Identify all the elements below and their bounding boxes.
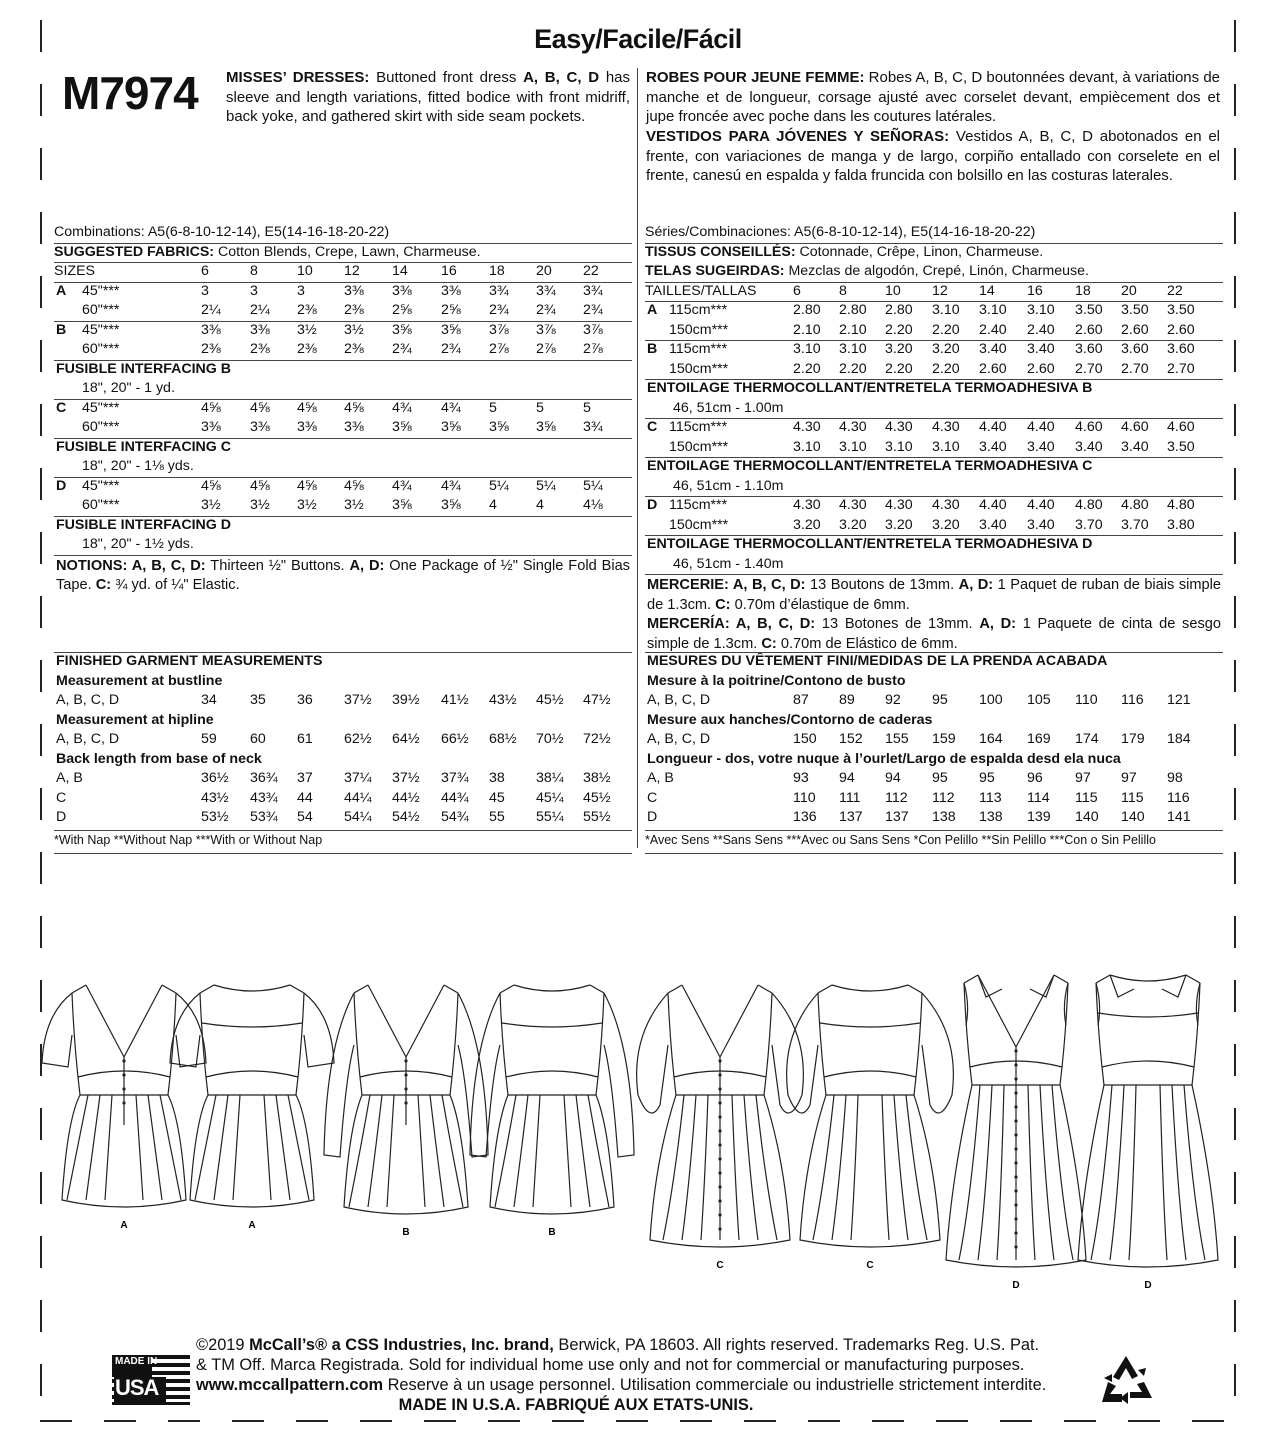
pattern-number: M7974 — [62, 67, 198, 119]
cut-dash — [40, 660, 42, 692]
cut-dash — [296, 1420, 328, 1422]
cut-dash — [1234, 468, 1236, 500]
cut-dash — [360, 1420, 392, 1422]
yardage-row: B 45"*** 3⅜ 3⅜ 3½ 3½ 3⅝ 3⅝ 3⅞ 3⅞ 3⅞ — [56, 321, 603, 338]
measurement-row: A, B, C, D 150 152 155 159 164 169 174 179 184 — [647, 731, 1191, 747]
yardage-row: D 45"*** 4⅝ 4⅝ 4⅝ 4⅝ 4¾ 4¾ 5¼ 5¼ 5¼ — [56, 477, 603, 494]
table-rule — [645, 853, 1223, 854]
yardage-row: 18", 20" - 1½ yds. — [82, 536, 194, 552]
dress-view-5 — [637, 985, 804, 1271]
cut-dash — [40, 276, 42, 308]
interfacing-heading: ENTOILAGE THERMOCOLLANT/ENTRETELA TERMOADHESIVA D — [647, 536, 1093, 552]
cut-dash — [1234, 788, 1236, 820]
yardage-row: 46, 51cm - 1.00m — [673, 399, 784, 416]
interfacing-heading: ENTOILAGE THERMOCOLLANT/ENTRETELA TERMOADHESIVA B — [647, 380, 1093, 396]
nap-legend: *Avec Sens **Sans Sens ***Avec ou Sans Sens *Con Pelillo **Sin Pelillo ***Con o Sin Pelillo — [645, 832, 1156, 847]
cut-dash — [1234, 1300, 1236, 1332]
cut-dash — [616, 1420, 648, 1422]
cut-dash — [1234, 340, 1236, 372]
cut-dash — [40, 916, 42, 948]
yardage-row: 150cm*** 3.10 3.10 3.10 3.10 3.40 3.40 3.40 3.40 3.50 — [669, 438, 1195, 455]
cut-dash — [40, 724, 42, 756]
cut-dash — [40, 1300, 42, 1332]
cut-dash — [232, 1420, 264, 1422]
mercerie-fr: MERCERIE: A, B, C, D: 13 Boutons de 13mm. A, D: 1 Paquet de ruban de biais simple de 1.3cm. C: 0.70m d’élastique de 6mm. — [647, 577, 1221, 613]
interfacing-heading: FUSIBLE INTERFACING D — [56, 516, 231, 533]
usa-text: USA — [115, 1375, 159, 1400]
interfacing-heading: ENTOILAGE THERMOCOLLANT/ENTRETELA TERMOADHESIVA C — [647, 458, 1093, 474]
cut-dash — [1128, 1420, 1160, 1422]
yardage-row: A 45"*** 3 3 3 3⅜ 3⅜ 3⅜ 3¾ 3¾ 3¾ — [56, 282, 603, 299]
cut-dash — [40, 148, 42, 180]
measurement-heading: Longueur - dos, votre nuque à l’ourlet/Largo de espalda desd ela nuca — [647, 750, 1121, 767]
cut-dash — [1234, 404, 1236, 436]
measurement-row: A, B 36½ 36¾ 37 37¼ 37½ 37¾ 38 38¼ 38½ — [56, 770, 611, 786]
yardage-row: 46, 51cm - 1.40m — [673, 555, 784, 572]
view-label: C — [716, 1260, 724, 1271]
notions: NOTIONS: A, B, C, D: Thirteen ½" Buttons. A, D: One Package of ½" Single Fold Bias Tape. C: ¾ yd. of ¼" Elastic. — [56, 557, 630, 593]
cut-dash — [552, 1420, 584, 1422]
dress-illustrations — [40, 955, 1240, 1291]
cut-dash — [1234, 724, 1236, 756]
yardage-row: C 45"*** 4⅝ 4⅝ 4⅝ 4⅝ 4¾ 4¾ 5 5 5 — [56, 399, 591, 416]
copyright-footer: ©2019 McCall’s® a CSS Industries, Inc. brand, Berwick, PA 18603. All rights reserved. Trademarks Reg. U.S. Pat. & TM Off. Marca Registrada. Sold for individual home use only and not for commercial or manufacturing purposes. www.mccallpattern.com Reserve à un usage personnel. Utilisation commerciale ou industrielle strictement interdite. MADE IN U.S.A. FABRIQUÉ AUX ETATS-UNIS. — [196, 1336, 1047, 1414]
measurement-row: A, B, C, D 34 35 36 37½ 39½ 41½ 43½ 45½ 47½ — [56, 692, 611, 708]
interfacing-heading: FUSIBLE INTERFACING C — [56, 438, 231, 455]
cut-dash — [40, 340, 42, 372]
cut-dash — [104, 1420, 136, 1422]
view-label: B — [402, 1227, 410, 1238]
yardage-row: 150cm*** 2.20 2.20 2.20 2.20 2.60 2.60 2.70 2.70 2.70 — [669, 360, 1195, 377]
recycle-icon — [1098, 1352, 1154, 1413]
cut-dash — [488, 1420, 520, 1422]
view-label: D — [1012, 1280, 1020, 1291]
measurement-row: D 136 137 137 138 138 139 140 140 141 — [647, 809, 1191, 825]
nap-legend: *With Nap **Without Nap ***With or Without Nap — [54, 832, 323, 847]
sizes-header: SIZES 6 8 10 12 14 16 18 20 22 — [54, 263, 599, 279]
dress-view-6 — [787, 985, 954, 1271]
combinations: Séries/Combinaciones: A5(6-8-10-12-14), E5(14-16-18-20-22) — [645, 224, 1036, 240]
page-title: Easy/Facile/Fácil — [534, 24, 742, 54]
suggested-fabrics-es: TELAS SUGEIRDAS: Mezclas de algodón, Crepé, Linón, Charmeuse. — [645, 263, 1089, 279]
measurement-row: A, B, C, D 87 89 92 95 100 105 110 116 121 — [647, 692, 1191, 708]
view-label: B — [548, 1227, 556, 1238]
measurement-heading: Measurement at hipline — [56, 711, 214, 728]
cut-dash — [1192, 1420, 1224, 1422]
cut-dash — [1064, 1420, 1096, 1422]
yardage-row: 60"*** 3⅜ 3⅜ 3⅜ 3⅜ 3⅝ 3⅝ 3⅝ 3⅝ 3¾ — [82, 419, 603, 435]
finished-measurements-heading: MESURES DU VÊTEMENT FINI/MEDIDAS DE LA PRENDA ACABADA — [647, 653, 1108, 669]
cut-dash — [40, 1364, 42, 1396]
cut-dash — [1234, 532, 1236, 564]
dress-view-3 — [324, 985, 488, 1238]
cut-dash — [1234, 852, 1236, 884]
cut-dash — [808, 1420, 840, 1422]
sizes-header: TAILLES/TALLAS 6 8 10 12 14 16 18 20 22 — [645, 282, 1183, 299]
table-rule — [54, 853, 632, 854]
cut-dash — [872, 1420, 904, 1422]
suggested-fabrics-fr: TISSUS CONSEILLÉS: Cotonnade, Crêpe, Linon, Charmeuse. — [645, 243, 1044, 260]
dress-view-7 — [946, 975, 1086, 1291]
cut-dash — [168, 1420, 200, 1422]
merceria-es: MERCERÍA: A, B, C, D: 13 Botones de 13mm. A, D: 1 Paquete de cinta de sesgo simple de 1.3cm. C: 0.70m de Elástico de 6mm. — [647, 616, 1221, 652]
cut-dash — [1234, 212, 1236, 244]
yardage-row: 60"*** 3½ 3½ 3½ 3½ 3⅝ 3⅝ 4 4 4⅛ — [82, 497, 603, 513]
dress-illustration-svg — [40, 955, 1240, 1291]
yardage-row: B 115cm*** 3.10 3.10 3.20 3.20 3.40 3.40 3.60 3.60 3.60 — [647, 341, 1195, 357]
table-rule — [645, 574, 1223, 575]
yardage-row: D 115cm*** 4.30 4.30 4.30 4.30 4.40 4.40 4.80 4.80 4.80 — [647, 497, 1195, 513]
measurement-row: D 53½ 53¾ 54 54¼ 54½ 54¾ 55 55¼ 55½ — [56, 809, 611, 825]
yardage-row: 18", 20" - 1⅛ yds. — [82, 458, 194, 474]
cut-dash — [1234, 84, 1236, 116]
cut-dash — [40, 788, 42, 820]
yardage-row: 60"*** 2¼ 2¼ 2⅜ 2⅜ 2⅝ 2⅝ 2¾ 2¾ 2¾ — [82, 302, 603, 318]
view-label: A — [248, 1220, 256, 1231]
measurement-heading: Mesure aux hanches/Contorno de caderas — [647, 711, 933, 728]
measurement-row: A, B 93 94 94 95 95 96 97 97 98 — [647, 770, 1183, 786]
yardage-row: 150cm*** 2.10 2.10 2.20 2.20 2.40 2.40 2.60 2.60 2.60 — [669, 321, 1195, 338]
made-in-text: MADE IN — [115, 1356, 158, 1367]
dress-view-2 — [170, 985, 334, 1231]
cut-dash — [1234, 1364, 1236, 1396]
view-label: D — [1144, 1280, 1152, 1291]
combinations: Combinations: A5(6-8-10-12-14), E5(14-16-18-20-22) — [54, 224, 390, 240]
cut-dash — [936, 1420, 968, 1422]
dress-view-4 — [470, 985, 634, 1238]
cut-dash — [1234, 596, 1236, 628]
table-rule — [54, 555, 632, 556]
cut-dash — [1234, 148, 1236, 180]
cut-dash — [1234, 916, 1236, 948]
yardage-row: 150cm*** 3.20 3.20 3.20 3.20 3.40 3.40 3.70 3.70 3.80 — [669, 516, 1195, 533]
cut-dash — [424, 1420, 456, 1422]
dress-view-1 — [42, 985, 206, 1231]
cut-dash — [680, 1420, 712, 1422]
cut-dash — [40, 468, 42, 500]
view-label: C — [866, 1260, 874, 1271]
dress-view-8 — [1078, 975, 1218, 1291]
interfacing-heading: FUSIBLE INTERFACING B — [56, 360, 231, 377]
made-in-usa-flag — [112, 1355, 190, 1410]
view-label: A — [120, 1220, 128, 1231]
description-spanish: VESTIDOS PARA JÓVENES Y SEÑORAS: Vestidos A, B, C, D abotonados en el frente, con variaciones de manga y de largo, corpiño entallado con corselete en el frente, canesú en espalda y falda fruncida con bolsillo en las costuras laterales. — [646, 128, 1220, 184]
measurement-heading: Mesure à la poitrine/Contono de busto — [647, 672, 906, 689]
yardage-row: 18", 20" - 1 yd. — [82, 380, 175, 396]
measurement-heading: Back length from base of neck — [56, 750, 262, 767]
yardage-row: 60"*** 2⅜ 2⅜ 2⅜ 2⅜ 2¾ 2¾ 2⅞ 2⅞ 2⅞ — [82, 341, 603, 357]
measurement-heading: Measurement at bustline — [56, 672, 223, 689]
cut-dash — [40, 852, 42, 884]
yardage-row: 46, 51cm - 1.10m — [673, 477, 784, 494]
measurement-row: C 110 111 112 112 113 114 115 115 116 — [647, 789, 1190, 806]
cut-dash — [40, 84, 42, 116]
description-english: MISSES’ DRESSES: Buttoned front dress A, B, C, D has sleeve and length variations, fitted bodice with front midriff, back yoke, and gathered skirt with side seam pockets. — [226, 69, 631, 125]
cut-dash — [1000, 1420, 1032, 1422]
finished-measurements-heading: FINISHED GARMENT MEASUREMENTS — [56, 653, 323, 669]
cut-dash — [1234, 276, 1236, 308]
cut-dash — [40, 1420, 72, 1422]
cut-dash — [40, 404, 42, 436]
cut-dash — [40, 532, 42, 564]
center-divider — [637, 68, 638, 848]
cut-dash — [744, 1420, 776, 1422]
yardage-row: C 115cm*** 4.30 4.30 4.30 4.30 4.40 4.40 4.60 4.60 4.60 — [647, 419, 1195, 435]
cut-dash — [40, 212, 42, 244]
measurement-row: C 43½ 43¾ 44 44¼ 44½ 44¾ 45 45¼ 45½ — [56, 789, 611, 806]
description-french: ROBES POUR JEUNE FEMME: Robes A, B, C, D boutonnées devant, à variations de manche et de longueur, corsage ajusté avec corselet devant, empiècement dos et jupe froncée avec poche dans les coutures latérales. — [646, 69, 1221, 125]
cut-dash — [1234, 660, 1236, 692]
suggested-fabrics: SUGGESTED FABRICS: Cotton Blends, Crepe, Lawn, Charmeuse. — [54, 243, 481, 260]
cut-dash — [40, 596, 42, 628]
measurement-row: A, B, C, D 59 60 61 62½ 64½ 66½ 68½ 70½ 72½ — [56, 731, 611, 747]
yardage-row: A 115cm*** 2.80 2.80 2.80 3.10 3.10 3.10 3.50 3.50 3.50 — [647, 302, 1195, 318]
